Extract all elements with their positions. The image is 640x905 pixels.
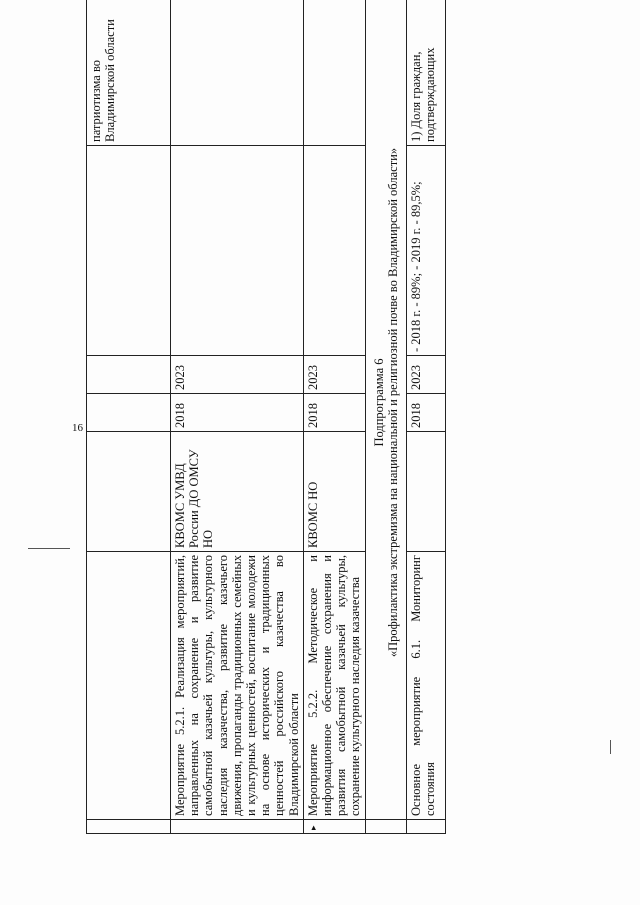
indicator-values-cell <box>171 146 304 356</box>
executor-cell <box>407 432 446 552</box>
table-row <box>407 0 446 834</box>
program-table <box>86 0 446 834</box>
start-year-cell <box>87 394 171 432</box>
indicator-name-cell <box>171 0 304 146</box>
table-row <box>303 0 365 834</box>
end-year-cell <box>87 356 171 394</box>
table-row <box>87 0 171 834</box>
indicator-values-cell: - 2018 г. - 89%; - 2019 г. - 89,5%; <box>407 146 446 356</box>
row-marker-cell <box>87 820 171 834</box>
indicator-values-cell <box>87 146 171 356</box>
executor-cell: КВОМС НО <box>303 432 365 552</box>
indicator-name-cell: патриотизма во Владимирской области <box>87 0 171 146</box>
subprogram-subtitle: «Профилактика экстремизма на национальной и религиозной почве во Владимирской области» <box>385 147 400 658</box>
start-year-cell: 2018 <box>303 394 365 432</box>
indicator-name-cell: 1) Доля граждан, подтверждающих <box>407 0 446 146</box>
measure-name-cell: Мероприятие 5.2.2. Методическое и информационное обеспечение сохранения и развития самобытной казачьей культуры, сохранение культурного наследия казачества <box>303 552 365 820</box>
row-marker-cell <box>407 820 446 834</box>
end-year-cell: 2023 <box>303 356 365 394</box>
document-sheet <box>86 14 586 834</box>
subprogram-row <box>365 0 406 834</box>
measure-name-cell: Основное мероприятие 6.1. Мониторинг состояния <box>407 552 446 820</box>
end-year-cell: 2023 <box>171 356 304 394</box>
measure-name-cell <box>87 552 171 820</box>
executor-cell: КВОМС УМВД России ДО ОМСУ НО <box>171 432 304 552</box>
start-year-cell: 2018 <box>407 394 446 432</box>
subprogram-header <box>365 0 406 820</box>
scan-mark <box>28 548 70 549</box>
subprogram-title: Подпрограмма 6 <box>371 358 386 447</box>
start-year-cell: 2018 <box>171 394 304 432</box>
row-marker-cell <box>171 820 304 834</box>
indicator-values-cell <box>303 146 365 356</box>
row-marker-cell: ▸ <box>303 820 365 834</box>
measure-name-cell: Мероприятие 5.2.1. Реализация мероприятий, направленных на сохранение и развитие самобытной казачьей культуры, культурного наследия казачества, развитие казачьего движения, пропаганды традиционных семейных и культурных ценностей, воспитание молодежи на основе исторических и традиционных ценностей российского казачества во Владимирской области <box>171 552 304 820</box>
row-marker-cell <box>365 820 406 834</box>
table-row <box>171 0 304 834</box>
end-year-cell: 2023 <box>407 356 446 394</box>
indicator-name-cell <box>303 0 365 146</box>
page-number: 16 <box>72 422 83 434</box>
scan-mark <box>610 740 611 754</box>
executor-cell <box>87 432 171 552</box>
